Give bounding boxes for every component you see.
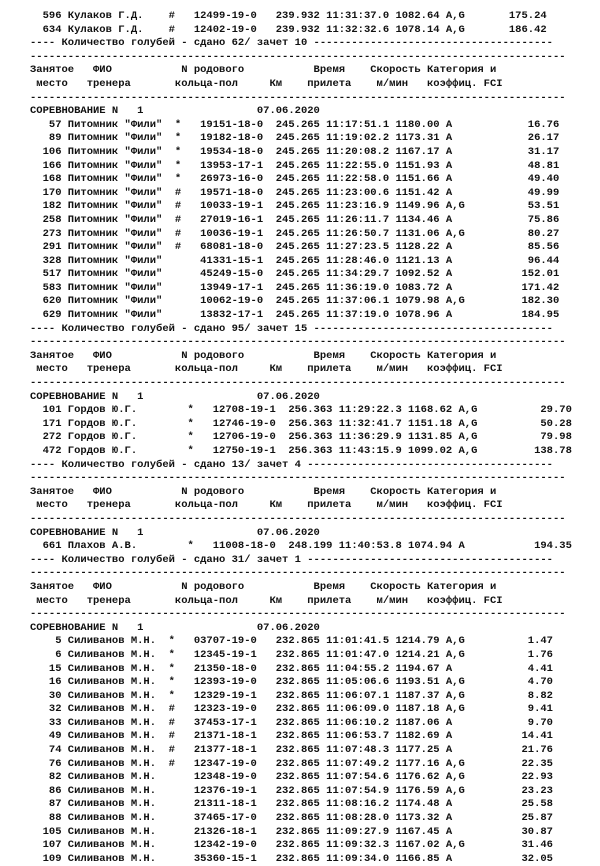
competition-title: СОРЕВНОВАНИЕ N 1 07.06.2020 <box>30 526 320 539</box>
result-row: 166 Питомник "Фили" * 13953-17-1 245.265 11:22:55.0 1151.93 A 48.81 <box>30 159 560 172</box>
column-header-line: место тренера кольца-пол Км прилета м/мин коэффиц. FCI <box>30 499 503 512</box>
result-row: 86 Силиванов М.Н. 12376-19-1 232.865 11:07:54.9 1176.59 A,G 23.23 <box>30 784 553 797</box>
count-summary-line: ---- Количество голубей - сдано 31/ зачет 1 --------------------------------------- <box>30 553 553 566</box>
result-row: 57 Питомник "Фили" * 19151-18-0 245.265 11:17:51.1 1180.00 A 16.76 <box>30 118 560 131</box>
result-row: 76 Силиванов М.Н. # 12347-19-0 232.865 11:07:49.2 1177.16 A,G 22.35 <box>30 757 553 770</box>
result-row: 273 Питомник "Фили" # 10036-19-1 245.265 11:26:50.7 1131.06 A,G 80.27 <box>30 227 560 240</box>
separator-line: ------------------------------------------------------------------------------------- <box>30 608 566 621</box>
result-row: 258 Питомник "Фили" # 27019-16-1 245.265 11:26:11.7 1134.46 A 75.86 <box>30 213 560 226</box>
competition-section <box>30 51 600 336</box>
result-row: 168 Питомник "Фили" * 26973-16-0 245.265 11:22:58.0 1151.66 A 49.40 <box>30 173 560 186</box>
result-row: 82 Силиванов М.Н. 12348-19-0 232.865 11:07:54.6 1176.62 A,G 22.93 <box>30 771 553 784</box>
result-row: 15 Силиванов М.Н. * 21350-18-0 232.865 11:04:55.2 1194.67 A 4.41 <box>30 662 553 675</box>
competition-section <box>30 336 600 472</box>
separator-line: ------------------------------------------------------------------------------------- <box>30 377 566 390</box>
competition-title: СОРЕВНОВАНИЕ N 1 07.06.2020 <box>30 621 320 634</box>
result-row: 33 Силиванов М.Н. # 37453-17-1 232.865 11:06:10.2 1187.06 A 9.70 <box>30 716 553 729</box>
result-row: 105 Силиванов М.Н. 21326-18-1 232.865 11:09:27.9 1167.45 A 30.87 <box>30 825 553 838</box>
column-header-line: место тренера кольца-пол Км прилета м/мин коэффиц. FCI <box>30 594 503 607</box>
competition-section <box>30 472 600 567</box>
result-row: 171 Гордов Ю.Г. * 12746-19-0 256.363 11:32:41.7 1151.18 A,G 50.28 <box>30 417 572 430</box>
result-row: 272 Гордов Ю.Г. * 12706-19-0 256.363 11:36:29.9 1131.85 A,G 79.98 <box>30 431 572 444</box>
result-row: 32 Силиванов М.Н. # 12323-19-0 232.865 11:06:09.0 1187.18 A,G 9.41 <box>30 703 553 716</box>
result-row: 634 Кулаков Г.Д. # 12402-19-0 239.932 11:32:32.6 1078.14 A,G 186.42 <box>30 23 547 36</box>
result-row: 89 Питомник "Фили" * 19182-18-0 245.265 11:19:02.2 1173.31 A 26.17 <box>30 132 560 145</box>
result-row: 517 Питомник "Фили" 45249-15-0 245.265 11:34:29.7 1092.52 A 152.01 <box>30 268 560 281</box>
result-row: 620 Питомник "Фили" 10062-19-0 245.265 11:37:06.1 1079.98 A,G 182.30 <box>30 295 560 308</box>
result-row: 87 Силиванов М.Н. 21311-18-1 232.865 11:08:16.2 1174.48 A 25.58 <box>30 798 553 811</box>
competition-title: СОРЕВНОВАНИЕ N 1 07.06.2020 <box>30 390 320 403</box>
separator-line: ------------------------------------------------------------------------------------- <box>30 336 566 349</box>
result-row: 88 Силиванов М.Н. 37465-17-0 232.865 11:08:28.0 1173.32 A 25.87 <box>30 812 553 825</box>
column-header-line: Занятое ФИО N родового Время Скорость Категория и <box>30 580 497 593</box>
separator-line: ------------------------------------------------------------------------------------- <box>30 91 566 104</box>
count-summary-line: ---- Количество голубей - сдано 95/ зачет 15 -------------------------------------- <box>30 322 553 335</box>
column-header-line: место тренера кольца-пол Км прилета м/мин коэффиц. FCI <box>30 363 503 376</box>
result-row: 596 Кулаков Г.Д. # 12499-19-0 239.932 11:31:37.0 1082.64 A,G 175.24 <box>30 10 547 22</box>
competition-section <box>30 567 600 866</box>
separator-line: ------------------------------------------------------------------------------------- <box>30 472 566 485</box>
separator-line: ------------------------------------------------------------------------------------- <box>30 567 566 580</box>
result-row: 472 Гордов Ю.Г. * 12750-19-1 256.363 11:43:15.9 1099.02 A,G 138.78 <box>30 445 572 457</box>
result-row: 182 Питомник "Фили" # 10033-19-1 245.265 11:23:16.9 1149.96 A,G 53.51 <box>30 200 560 213</box>
result-row: 106 Питомник "Фили" * 19534-18-0 245.265 11:20:08.2 1167.17 A 31.17 <box>30 145 560 158</box>
column-header-line: Занятое ФИО N родового Время Скорость Категория и <box>30 485 497 498</box>
result-row: 5 Силиванов М.Н. * 03707-19-0 232.865 11:01:41.5 1214.79 A,G 1.47 <box>30 635 553 648</box>
count-summary-line: ---- Количество голубей - сдано 13/ зачет 4 --------------------------------------- <box>30 458 553 471</box>
result-row: 107 Силиванов М.Н. 12342-19-0 232.865 11:09:32.3 1167.02 A,G 31.46 <box>30 839 553 852</box>
column-header-line: место тренера кольца-пол Км прилета м/мин коэффиц. FCI <box>30 77 503 90</box>
result-row: 629 Питомник "Фили" 13832-17-1 245.265 11:37:19.0 1078.96 A 184.95 <box>30 309 560 322</box>
result-row: 49 Силиванов М.Н. # 21371-18-1 232.865 11:06:53.7 1182.69 A 14.41 <box>30 730 553 743</box>
result-row: 328 Питомник "Фили" 41331-15-1 245.265 11:28:46.0 1121.13 A 96.44 <box>30 254 560 267</box>
result-row: 6 Силиванов М.Н. * 12345-19-1 232.865 11:01:47.0 1214.21 A,G 1.76 <box>30 648 553 661</box>
result-row: 109 Силиванов М.Н. 35360-15-1 232.865 11:09:34.0 1166.85 A 32.05 <box>30 852 553 865</box>
results-sections <box>30 51 600 866</box>
result-row: 16 Силиванов М.Н. * 12393-19-0 232.865 11:05:06.6 1193.51 A,G 4.70 <box>30 676 553 689</box>
previous-section-tail <box>30 10 600 51</box>
competition-title: СОРЕВНОВАНИЕ N 1 07.06.2020 <box>30 105 320 118</box>
result-row: 583 Питомник "Фили" 13949-17-1 245.265 11:36:19.0 1083.72 A 171.42 <box>30 281 560 294</box>
result-row: 30 Силиванов М.Н. * 12329-19-1 232.865 11:06:07.1 1187.37 A,G 8.82 <box>30 689 553 702</box>
separator-line: ------------------------------------------------------------------------------------- <box>30 50 566 63</box>
count-summary-line: ---- Количество голубей - сдано 62/ зачет 10 -------------------------------------- <box>30 37 553 50</box>
separator-line: ------------------------------------------------------------------------------------- <box>30 512 566 525</box>
column-header-line: Занятое ФИО N родового Время Скорость Категория и <box>30 64 497 77</box>
result-row: 101 Гордов Ю.Г. * 12708-19-1 256.363 11:29:22.3 1168.62 A,G 29.70 <box>30 404 572 417</box>
result-row: 170 Питомник "Фили" # 19571-18-0 245.265 11:23:00.6 1151.42 A 49.99 <box>30 186 560 199</box>
result-row: 74 Силиванов М.Н. # 21377-18-1 232.865 11:07:48.3 1177.25 A 21.76 <box>30 744 553 757</box>
result-row: 661 Плахов А.В. * 11008-18-0 248.199 11:40:53.8 1074.94 A 194.35 <box>30 540 572 553</box>
result-row: 291 Питомник "Фили" # 68081-18-0 245.265 11:27:23.5 1128.22 A 85.56 <box>30 241 560 254</box>
column-header-line: Занятое ФИО N родового Время Скорость Категория и <box>30 349 497 362</box>
